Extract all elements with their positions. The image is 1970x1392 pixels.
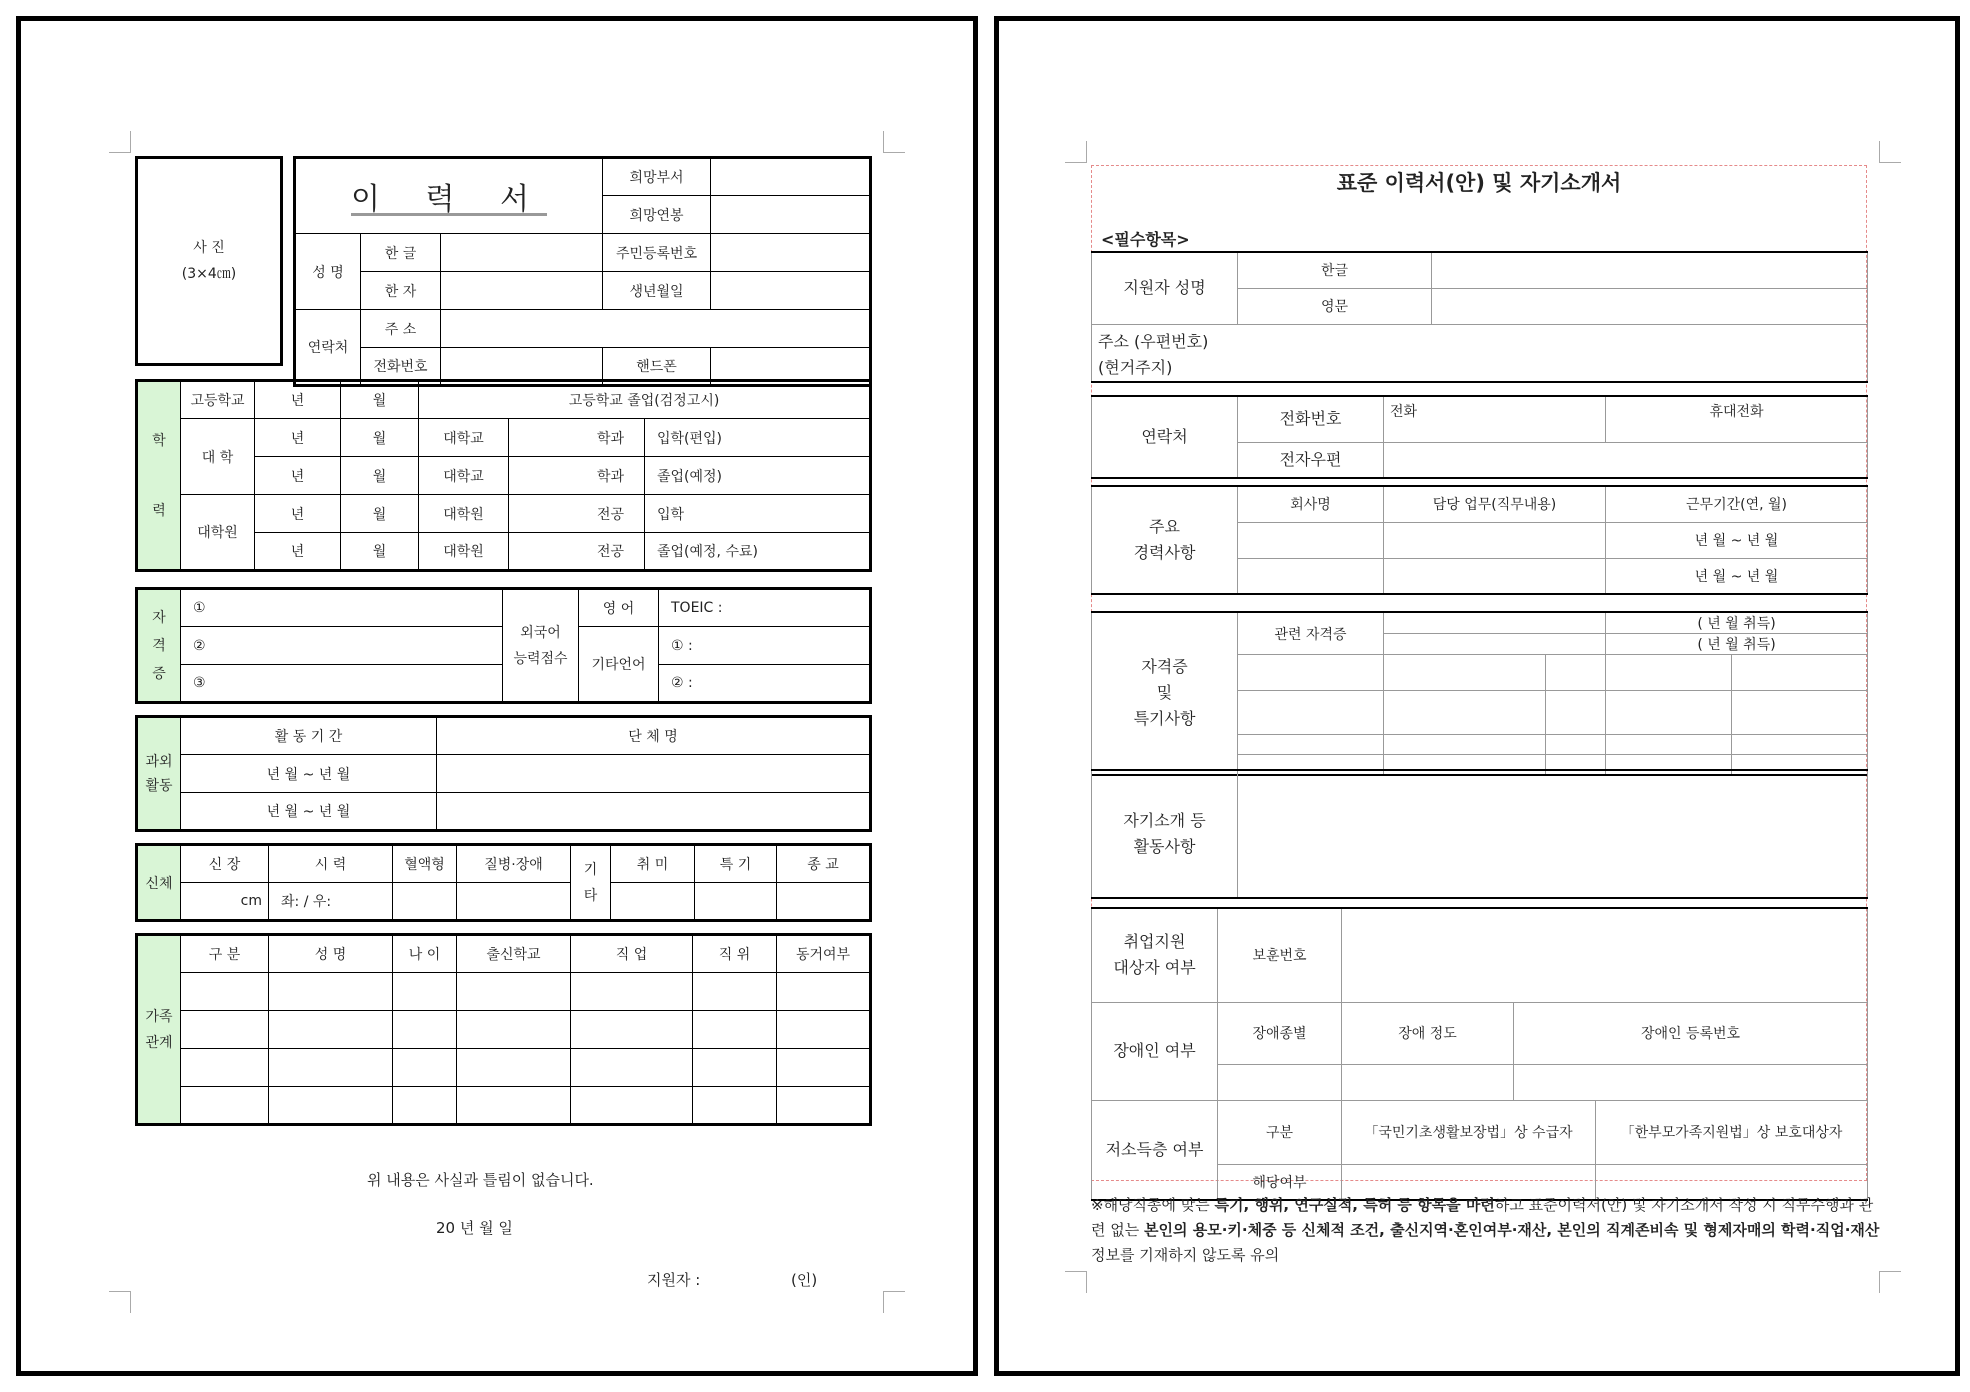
notice-text	[1091, 1193, 1881, 1268]
duty-label: 담당 업무(직무내용)	[1384, 486, 1606, 522]
hangul-field[interactable]	[1432, 252, 1868, 288]
intro-table	[1091, 769, 1868, 899]
body-label: 신체	[137, 845, 181, 921]
year-label: 년	[255, 495, 341, 533]
period-label: 활 동 기 간	[181, 717, 437, 755]
email-field[interactable]	[1384, 442, 1868, 478]
month-label: 월	[341, 457, 419, 495]
grad-expected-label: 졸업(예정)	[645, 457, 871, 495]
dis-degree-label: 장애 정도	[1342, 1002, 1514, 1064]
notice-bold-2: 본인의 용모·키·체중 등 신체적 조건, 출신지역·혼인여부·재산, 본인의 직계존비속 및 형제자매의 학력·직업·재산	[1144, 1221, 1880, 1239]
table-row	[137, 973, 871, 1011]
applicant-name-label: 지원자 성명	[1092, 252, 1238, 324]
dis-type-field[interactable]	[1218, 1064, 1342, 1100]
activity-label-2: 활동	[145, 777, 173, 794]
address-label-2: (현거주지)	[1098, 357, 1173, 377]
address-label[interactable]	[1092, 324, 1868, 382]
cert-item-1[interactable]: ①	[181, 589, 503, 627]
grad-label: 대학원	[419, 533, 509, 571]
high-school-label: 고등학교	[181, 381, 255, 419]
dept-label: 학과	[509, 419, 645, 457]
resume-title: 이 력 서	[295, 158, 603, 234]
education-label-1: 학	[152, 432, 166, 449]
activity-label	[137, 717, 181, 831]
address-label: 주 소	[361, 310, 441, 348]
etc-label-2: 타	[583, 887, 598, 904]
activity-table	[135, 715, 872, 832]
disabled-label: 장애인 여부	[1092, 1002, 1218, 1100]
org-label: 단 체 명	[437, 717, 871, 755]
english-label: 영 어	[579, 589, 659, 627]
org-field[interactable]	[437, 755, 871, 793]
dis-reg-label: 장애인 등록번호	[1514, 1002, 1868, 1064]
employment-label-1: 취업지원	[1123, 932, 1186, 952]
hobby-label: 취 미	[611, 845, 695, 883]
cert-label	[137, 589, 181, 703]
dis-type-label: 장애종별	[1218, 1002, 1342, 1064]
related-cert-label: 관련 자격증	[1238, 612, 1384, 655]
mobile-label: 핸드폰	[603, 348, 711, 386]
family-label	[137, 935, 181, 1125]
year-label: 년	[255, 533, 341, 571]
resume-page-2	[994, 16, 1960, 1376]
hanja-label: 한 자	[361, 272, 441, 310]
blood-label: 혈액형	[393, 845, 457, 883]
grad-label: 대학원	[419, 495, 509, 533]
statement-text: 위 내용은 사실과 틀림이 없습니다.	[367, 1171, 594, 1189]
cert-table	[135, 587, 872, 704]
cert-label	[1092, 612, 1238, 775]
phone-label: 전화번호	[361, 348, 441, 386]
cert-label-2: 격	[152, 637, 166, 654]
high-grad-label: 고등학교 졸업(검정고시)	[419, 381, 871, 419]
page2-title: 표준 이력서(안) 및 자기소개서	[1336, 171, 1622, 195]
other-lang-1[interactable]: ① :	[659, 627, 871, 665]
org-field[interactable]	[437, 793, 871, 831]
date-text: 20 년 월 일	[436, 1219, 513, 1237]
family-header-job: 직 업	[571, 935, 693, 973]
support-table	[1091, 907, 1868, 1201]
contact-label: 연락처	[1092, 396, 1238, 478]
basic-life-label: 「국민기초생활보장법」상 수급자	[1342, 1100, 1596, 1164]
resume-page-1	[16, 16, 978, 1376]
family-label-2: 관계	[145, 1034, 173, 1051]
grad-school-label: 대학원	[181, 495, 255, 571]
body-table	[135, 843, 872, 922]
cert-label-1: 자격증	[1141, 657, 1188, 677]
month-label: 월	[341, 533, 419, 571]
crop-mark	[1065, 141, 1087, 163]
blood-field[interactable]	[393, 883, 457, 921]
period-label: 근무기간(연, 월)	[1606, 486, 1868, 522]
mobile-field[interactable]: 휴대전화	[1606, 396, 1868, 442]
family-header-age: 나 이	[393, 935, 457, 973]
phone-no-label: 전화번호	[1238, 396, 1384, 442]
vision-label: 시 력	[269, 845, 393, 883]
low-income-label: 저소득층 여부	[1092, 1100, 1218, 1200]
photo-size: (3×4㎝)	[181, 266, 237, 282]
crop-mark	[1065, 1271, 1087, 1293]
other-lang-label: 기타언어	[579, 627, 659, 703]
family-table	[135, 933, 872, 1126]
etc-label-1: 기	[583, 861, 598, 878]
table-row	[137, 1087, 871, 1125]
enter-label: 입학	[645, 495, 871, 533]
year-label: 년	[255, 457, 341, 495]
hanja-field[interactable]	[441, 272, 603, 310]
photo-label: 사 진	[193, 240, 225, 256]
hobby-field[interactable]	[611, 883, 695, 921]
year-label: 년	[255, 419, 341, 457]
applicant-label: 지원자 :	[647, 1271, 701, 1289]
univ-label: 대학교	[419, 419, 509, 457]
family-label-1: 가족	[145, 1008, 173, 1025]
intro-label-1: 자기소개 등	[1123, 811, 1206, 830]
hope-salary-label: 희망연봉	[603, 196, 711, 234]
veteran-no-label: 보훈번호	[1218, 908, 1342, 1002]
disease-field[interactable]	[457, 883, 571, 921]
period-field[interactable]: 년 월 ~ 년 월	[1606, 558, 1868, 594]
table-row	[137, 1049, 871, 1087]
other-lang-2[interactable]: ② :	[659, 665, 871, 703]
intro-label	[1092, 770, 1238, 898]
required-label: <필수항목>	[1101, 230, 1190, 249]
acquired-field[interactable]: ( 년 월 취득)	[1606, 612, 1868, 634]
seal-label: (인)	[791, 1271, 818, 1289]
cert-label-1: 자	[152, 609, 166, 626]
applicable-label: 해당여부	[1218, 1164, 1342, 1200]
education-table	[135, 379, 872, 572]
crop-mark	[1879, 141, 1901, 163]
phone-field[interactable]: 전화	[1384, 396, 1606, 442]
acquired-field[interactable]: ( 년 월 취득)	[1606, 634, 1868, 655]
intro-field[interactable]	[1238, 770, 1868, 898]
cert-item-2[interactable]: ②	[181, 627, 503, 665]
birth-field[interactable]	[711, 272, 871, 310]
notice-bold-1: 특기, 행위, 연구실적, 특허 등 항목을 마련	[1214, 1196, 1495, 1214]
veteran-no-field[interactable]	[1342, 908, 1868, 1002]
hope-dept-label: 희망부서	[603, 158, 711, 196]
height-label: 신 장	[181, 845, 269, 883]
applicant-table	[1091, 251, 1868, 383]
name-label: 성 명	[295, 234, 361, 310]
disease-label: 질병·장애	[457, 845, 571, 883]
religion-label: 종 교	[777, 845, 871, 883]
grad-complete-label: 졸업(예정, 수료)	[645, 533, 871, 571]
english-label: 영문	[1238, 288, 1432, 324]
family-header-school: 출신학교	[457, 935, 571, 973]
email-label: 전자우편	[1238, 442, 1384, 478]
family-header-cohabit: 동거여부	[777, 935, 871, 973]
resident-no-field[interactable]	[711, 234, 871, 272]
crop-mark	[1879, 1271, 1901, 1293]
enter-transfer-label: 입학(편입)	[645, 419, 871, 457]
career-table	[1091, 485, 1868, 595]
month-label: 월	[341, 419, 419, 457]
employment-label-2: 대상자 여부	[1113, 958, 1196, 978]
family-header-name: 성 명	[269, 935, 393, 973]
crop-mark	[109, 131, 131, 153]
major-label: 전공	[509, 495, 645, 533]
major-label: 전공	[509, 533, 645, 571]
cert-label-3: 증	[152, 665, 166, 682]
address-label-1: 주소 (우편번호)	[1098, 331, 1209, 351]
period-field[interactable]: 년 월 ~ 년 월	[181, 793, 437, 831]
activity-label-1: 과외	[145, 753, 173, 770]
cert-label-2: 및	[1156, 683, 1173, 703]
talent-field[interactable]	[695, 883, 777, 921]
cert-item-3[interactable]: ③	[181, 665, 503, 703]
dis-degree-field[interactable]	[1342, 1064, 1514, 1100]
contact-table	[1091, 395, 1868, 479]
contact-label: 연락처	[295, 310, 361, 386]
etc-label	[571, 845, 611, 921]
crop-mark	[883, 131, 905, 153]
category-label: 구분	[1218, 1100, 1342, 1164]
hangul-label: 한 글	[361, 234, 441, 272]
english-field[interactable]	[1432, 288, 1868, 324]
cert-table	[1091, 611, 1868, 776]
cert-label-3: 특기사항	[1133, 709, 1196, 729]
notice-part-3: 정보를 기재하지 않도록 유의	[1091, 1246, 1280, 1264]
career-label	[1092, 486, 1238, 594]
religion-field[interactable]	[777, 883, 871, 921]
birth-label: 생년월일	[603, 272, 711, 310]
intro-label-2: 활동사항	[1133, 837, 1196, 856]
toeic-field[interactable]: TOEIC :	[659, 589, 871, 627]
lang-score-label-1: 외국어	[520, 624, 561, 641]
hangul-label: 한글	[1238, 252, 1432, 288]
lang-score-label-2: 능력점수	[513, 650, 568, 667]
dept-label: 학과	[509, 457, 645, 495]
resident-no-label: 주민등록번호	[603, 234, 711, 272]
career-label-1: 주요	[1149, 517, 1180, 536]
address-field[interactable]	[441, 310, 871, 348]
company-label: 회사명	[1238, 486, 1384, 522]
lang-score-label	[503, 589, 579, 703]
month-label: 월	[341, 495, 419, 533]
vision-field[interactable]: 좌: / 우:	[269, 883, 393, 921]
career-label-2: 경력사항	[1133, 543, 1196, 562]
education-label	[137, 381, 181, 571]
month-label: 월	[341, 381, 419, 419]
period-field[interactable]: 년 월 ~ 년 월	[1606, 522, 1868, 558]
hope-salary-field[interactable]	[711, 196, 871, 234]
employment-label	[1092, 908, 1218, 1002]
education-label-2: 력	[152, 502, 166, 519]
header-table	[293, 156, 872, 387]
crop-mark	[109, 1291, 131, 1313]
univ-label: 대학교	[419, 457, 509, 495]
notice-part-1: ※해당직종에 맞는	[1091, 1196, 1215, 1214]
hangul-field[interactable]	[441, 234, 603, 272]
university-label: 대 학	[181, 419, 255, 495]
talent-label: 특 기	[695, 845, 777, 883]
notice-part-2: 하고 표준이력서(안) 및 자기소개서 작성 시 직무수행과 관련 없는	[1091, 1196, 1874, 1239]
photo-box	[135, 156, 283, 366]
single-parent-label: 「한부모가족지원법」상 보호대상자	[1596, 1100, 1868, 1164]
dis-reg-field[interactable]	[1514, 1064, 1868, 1100]
crop-mark	[883, 1291, 905, 1313]
family-header-position: 직 위	[693, 935, 777, 973]
table-row	[137, 1011, 871, 1049]
height-field[interactable]: cm	[181, 883, 269, 921]
year-label: 년	[255, 381, 341, 419]
hope-dept-field[interactable]	[711, 158, 871, 196]
family-header-category: 구 분	[181, 935, 269, 973]
period-field[interactable]: 년 월 ~ 년 월	[181, 755, 437, 793]
